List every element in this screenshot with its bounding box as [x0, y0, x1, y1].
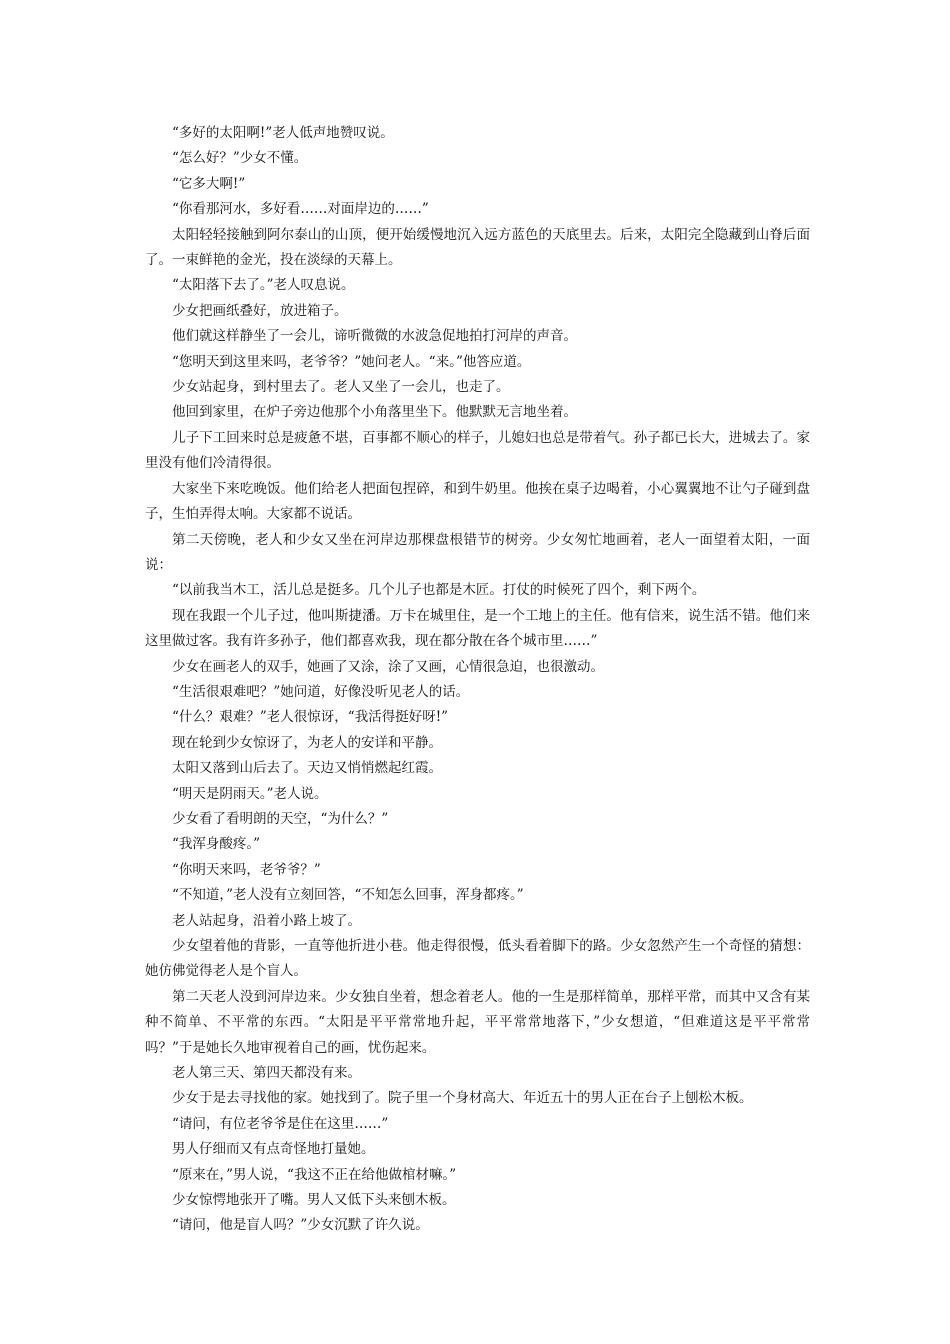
paragraph: “你看那河水，多好看……对面岸边的……”	[172, 201, 429, 218]
paragraph: 少女于是去寻找他的家。她找到了。院子里一个身材高大、年近五十的男人正在台子上刨松木板。	[172, 1090, 753, 1107]
paragraph: 第二天老人没到河岸边来。少女独自坐着，想念着老人。他的一生是那样简单，那样平常，而其中又含有某种不简单、不平常的东西。“太阳是平平常常地升起，平平常常地落下，”少女想道，“但难道这是平平常常吗？”于是她长久地审视着自己的画，忧伤起来。	[145, 988, 810, 1056]
paragraph: “生活很艰难吧？”她问道，好像没听见老人的话。	[172, 683, 470, 700]
paragraph: 他回到家里，在炉子旁边他那个小角落里坐下。他默默无言地坐着。	[172, 404, 577, 421]
paragraph: “您明天到这里来吗，老爷爷？”她问老人。“来。”他答应道。	[172, 353, 531, 370]
paragraph: “什么？艰难？”老人很惊讶，“我活得挺好呀!”	[172, 709, 449, 726]
paragraph: “请问，有位老爷爷是住在这里……”	[172, 1115, 389, 1132]
document-body	[145, 121, 810, 1239]
paragraph: 少女把画纸叠好，放进箱子。	[172, 302, 348, 319]
paragraph: 大家坐下来吃晚饭。他们给老人把面包捏碎，和到牛奶里。他挨在桌子边喝着，小心翼翼地不让勺子碰到盘子，生怕弄得太响。大家都不说话。	[145, 480, 810, 523]
paragraph: 儿子下工回来时总是疲惫不堪，百事都不顺心的样子，儿媳妇也总是带着气。孙子都已长大，进城去了。家里没有他们冷清得很。	[145, 429, 810, 472]
paragraph: 第二天傍晚，老人和少女又坐在河岸边那棵盘根错节的树旁。少女匆忙地画着，老人一面望着太阳，一面说：	[145, 531, 810, 573]
paragraph: “我浑身酸疼。”	[172, 836, 261, 853]
paragraph: 现在轮到少女惊讶了，为老人的安详和平静。	[172, 734, 442, 751]
paragraph: 少女望着他的背影，一直等他折进小巷。他走得很慢，低头看着脚下的路。少女忽然产生一个奇怪的猜想：她仿佛觉得老人是个盲人。	[145, 938, 810, 980]
paragraph: 他们就这样静坐了一会儿，谛听微微的水波急促地拍打河岸的声音。	[172, 328, 577, 345]
paragraph: 老人第三天、第四天都没有来。	[172, 1065, 361, 1082]
paragraph: 太阳又落到山后去了。天边又悄悄燃起红霞。	[172, 760, 442, 777]
paragraph: 太阳轻轻接触到阿尔泰山的山顶，便开始缓慢地沉入远方蓝色的天底里去。后来，太阳完全隐藏到山脊后面了。一束鲜艳的金光，投在淡绿的天幕上。	[145, 226, 810, 269]
paragraph: 少女站起身，到村里去了。老人又坐了一会儿，也走了。	[172, 379, 510, 396]
paragraph: 现在我跟一个儿子过，他叫斯捷潘。万卡在城里住，是一个工地上的主任。他有信来，说生活不错。他们来这里做过客。我有许多孙子，他们都喜欢我，现在都分散在各个城市里……”	[145, 607, 810, 650]
paragraph: 男人仔细而又有点奇怪地打量她。	[172, 1141, 375, 1158]
paragraph: “多好的太阳啊!”老人低声地赞叹说。	[172, 125, 394, 141]
paragraph: “你明天来吗，老爷爷？”	[172, 861, 321, 878]
paragraph: “它多大啊!”	[172, 175, 246, 192]
paragraph: 少女看了看明朗的天空，“为什么？”	[172, 810, 389, 827]
paragraph: “不知道，”老人没有立刻回答，“不知怎么回事，浑身都疼。”	[172, 887, 524, 904]
paragraph: 少女在画老人的双手，她画了又涂，涂了又画，心情很急迫，也很激动。	[172, 658, 604, 675]
paragraph: “怎么好？”少女不懂。	[172, 150, 308, 167]
paragraph: “以前我当木工，活儿总是挺多。几个儿子也都是木匠。打仗的时候死了四个，剩下两个。	[172, 582, 706, 599]
paragraph: “太阳落下去了。”老人叹息说。	[172, 277, 355, 294]
paragraph: 少女惊愕地张开了嘴。男人又低下头来刨木板。	[172, 1192, 456, 1209]
paragraph: “原来在，”男人说，“我这不正在给他做棺材嘛。”	[172, 1166, 457, 1183]
paragraph: “请问，他是盲人吗？”少女沉默了许久说。	[172, 1217, 429, 1234]
paragraph: 老人站起身，沿着小路上坡了。	[172, 912, 361, 929]
paragraph: “明天是阴雨天。”老人说。	[172, 785, 328, 802]
